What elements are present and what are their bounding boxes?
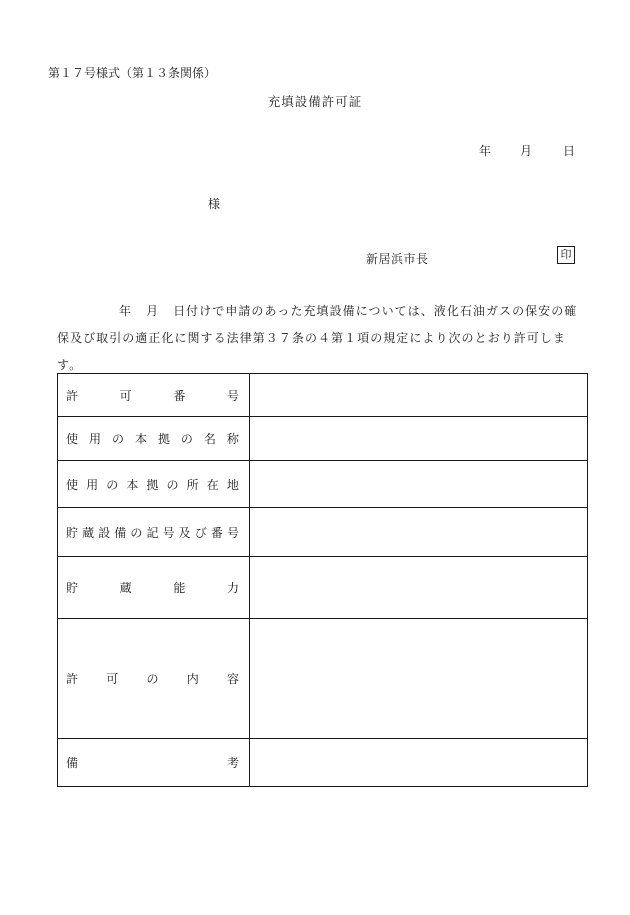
row-label-char: 号 bbox=[162, 525, 175, 540]
permit-statement bbox=[57, 298, 587, 379]
row-label-char: 使 bbox=[66, 432, 79, 446]
row-label-cell bbox=[58, 557, 250, 619]
row-label-char: 力 bbox=[226, 581, 239, 595]
row-label-char: 番 bbox=[173, 388, 186, 403]
row-label-char: 在 bbox=[206, 477, 219, 492]
row-label-cell bbox=[58, 417, 250, 461]
row-label-char: 貯 bbox=[66, 525, 79, 540]
row-value-cell bbox=[250, 417, 588, 461]
date-year-label: 年 bbox=[479, 144, 492, 158]
row-label-char: 号 bbox=[226, 388, 239, 403]
row-label-char: 記 bbox=[146, 525, 159, 540]
permit-table bbox=[57, 373, 588, 787]
row-label-char: の bbox=[111, 432, 124, 446]
row-label-char: 許 bbox=[66, 388, 79, 403]
row-label-char: び bbox=[194, 525, 207, 540]
row-value-cell bbox=[250, 461, 588, 508]
row-value-cell bbox=[250, 374, 588, 417]
row-label-char: 番 bbox=[210, 525, 223, 540]
row-label-cell bbox=[58, 461, 250, 508]
row-label bbox=[66, 430, 239, 447]
row-label-char: の bbox=[106, 477, 119, 492]
row-label bbox=[66, 387, 239, 404]
seal-mark: 印 bbox=[557, 246, 575, 264]
table-row bbox=[58, 557, 588, 619]
row-label-char: の bbox=[146, 672, 159, 686]
row-value-cell bbox=[250, 739, 588, 787]
row-label-char: 称 bbox=[226, 432, 239, 446]
statement-year: 年 bbox=[119, 304, 133, 318]
row-label-cell bbox=[58, 374, 250, 417]
row-label-char: 使 bbox=[66, 477, 79, 492]
table-row bbox=[58, 508, 588, 557]
recipient-honorific: 様 bbox=[208, 197, 221, 211]
date-day-label: 日 bbox=[563, 144, 576, 158]
row-label-char: 備 bbox=[66, 756, 79, 770]
row-label-char: の bbox=[130, 525, 143, 540]
row-label-char: 地 bbox=[226, 477, 239, 492]
row-label-char: 本 bbox=[126, 477, 139, 492]
table-row bbox=[58, 461, 588, 508]
row-label-char: 内 bbox=[186, 672, 199, 686]
document-title: 充填設備許可証 bbox=[267, 94, 363, 109]
row-label-char: 蔵 bbox=[119, 581, 132, 595]
row-label-char: 号 bbox=[226, 525, 239, 540]
row-label-char: 設 bbox=[98, 525, 111, 540]
table-row bbox=[58, 374, 588, 417]
row-label-char: 拠 bbox=[157, 432, 170, 446]
row-label-char: 考 bbox=[226, 756, 239, 770]
row-label-char: の bbox=[166, 477, 179, 492]
row-label-char: 拠 bbox=[146, 477, 159, 492]
row-label-cell bbox=[58, 619, 250, 739]
form-number: 第１７号様式（第１３条関係） bbox=[48, 66, 217, 80]
row-label-char: 許 bbox=[66, 672, 79, 686]
issuer-name: 新居浜市長 bbox=[366, 252, 429, 266]
row-label-char: 貯 bbox=[66, 581, 79, 595]
row-label-char: 能 bbox=[173, 581, 186, 595]
row-label bbox=[66, 754, 239, 771]
row-label bbox=[66, 579, 239, 596]
row-label bbox=[66, 670, 239, 687]
row-label-char: 名 bbox=[203, 432, 216, 446]
row-label bbox=[66, 524, 239, 541]
row-label-char: 用 bbox=[88, 432, 101, 446]
row-label-char: 備 bbox=[114, 525, 127, 540]
row-value-cell bbox=[250, 619, 588, 739]
row-label bbox=[66, 476, 239, 493]
date-month-label: 月 bbox=[520, 144, 533, 158]
statement-text: 日付けで申請のあった充填設備については、液化石油ガスの保安の確保及び取引の適正化に関する法律第３７条の４第１項の規定により次のとおり許可します。 bbox=[57, 304, 578, 372]
table-row bbox=[58, 619, 588, 739]
row-label-char: 蔵 bbox=[82, 525, 95, 540]
table-row bbox=[58, 417, 588, 461]
row-value-cell bbox=[250, 508, 588, 557]
row-label-char: 本 bbox=[134, 432, 147, 446]
row-label-char: 用 bbox=[86, 477, 99, 492]
row-label-char: 可 bbox=[119, 388, 132, 403]
row-label-char: 及 bbox=[178, 525, 191, 540]
row-label-char: の bbox=[180, 432, 193, 446]
row-label-char: 容 bbox=[226, 672, 239, 686]
row-label-cell bbox=[58, 508, 250, 557]
row-label-char: 可 bbox=[106, 672, 119, 686]
table-row bbox=[58, 739, 588, 787]
statement-month: 月 bbox=[146, 304, 160, 318]
row-label-char: 所 bbox=[186, 477, 199, 492]
row-label-cell bbox=[58, 739, 250, 787]
row-value-cell bbox=[250, 557, 588, 619]
